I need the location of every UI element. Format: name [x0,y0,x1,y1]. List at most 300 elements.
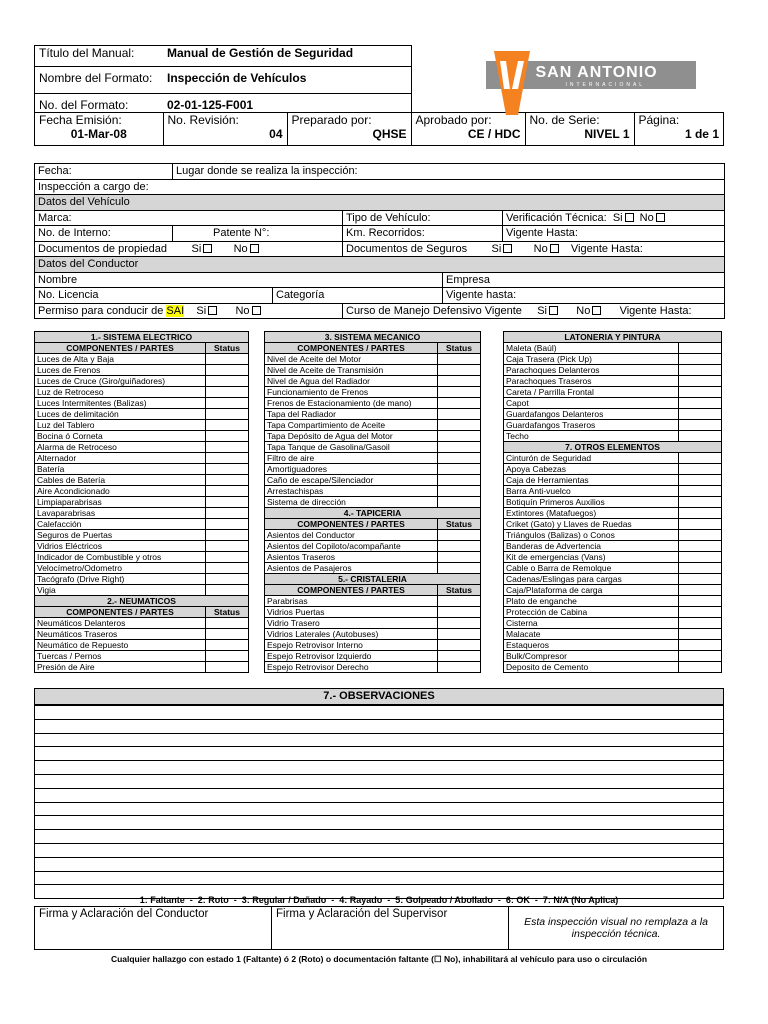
checklist-item-label: Banderas de Advertencia [504,541,679,552]
vigente-hasta-field[interactable]: Vigente hasta: [443,288,725,304]
checklist-status-cell[interactable] [438,453,481,464]
section-title-row [265,574,481,585]
checklist-item-label: Vidrio Trasero [265,618,438,629]
checklist-status-cell[interactable] [438,387,481,398]
observation-line[interactable] [35,747,724,761]
nombre-field[interactable]: Nombre [35,272,443,288]
checklist-status-cell[interactable] [679,464,722,475]
vigente-field[interactable]: Vigente Hasta: [503,226,725,242]
checklist-row [504,343,722,354]
observation-line[interactable] [35,830,724,844]
revision-label: No. Revisión: [167,113,239,127]
checklist-status-cell[interactable] [206,497,249,508]
checklist-row [35,453,249,464]
checklist-status-cell[interactable] [679,387,722,398]
checklist-status-cell[interactable] [679,431,722,442]
observation-line[interactable] [35,719,724,733]
checklist-status-cell[interactable] [438,398,481,409]
docseg-label: Documentos de Seguros [346,242,468,255]
checklist-row [265,420,481,431]
checklist-row [265,552,481,563]
checklist-item-label: Neumático de Repuesto [35,640,206,651]
checklist-status-cell[interactable] [206,486,249,497]
checklist-item-label: Criket (Gato) y Llaves de Ruedas [504,519,679,530]
checklist-status-cell[interactable] [206,409,249,420]
verif-label: Verificación Técnica: [506,211,607,224]
checklist-item-label: Asientos Traseros [265,552,438,563]
checklist-row [265,453,481,464]
checklist-status-cell[interactable] [438,354,481,365]
observation-line[interactable] [35,802,724,816]
checklist-status-cell[interactable] [206,365,249,376]
checklist-row [504,508,722,519]
checklist-item-label: Amortiguadores [265,464,438,475]
checklist-item-label: Luz de Retroceso [35,387,206,398]
observation-line[interactable] [35,816,724,830]
empresa-field[interactable]: Empresa [443,272,725,288]
km-field[interactable]: Km. Recorridos: [343,226,503,242]
si-label: Si [196,304,207,317]
checklist-status-cell[interactable] [206,629,249,640]
checklist-row [35,354,249,365]
checklist-item-label: Indicador de Combustible y otros [35,552,206,563]
status-header: Status [206,343,249,354]
observation-cell[interactable] [35,871,724,885]
checklist-row [504,475,722,486]
checklist-item-label: Cisterna [504,618,679,629]
checklist-row [504,486,722,497]
components-header-row [265,585,481,596]
checklist-status-cell[interactable] [438,420,481,431]
checklist-item-label: Filtro de aire [265,453,438,464]
checklist-item-label: Limpiaparabrisas [35,497,206,508]
checklist-row [265,442,481,453]
docprop-label: Documentos de propiedad [38,242,168,255]
permiso-row[interactable] [35,303,343,319]
checklist-item-label: Cables de Batería [35,475,206,486]
checklist-status-cell[interactable] [438,618,481,629]
checklist-col-latoneria [503,331,722,673]
checklist-status-cell[interactable] [206,398,249,409]
si-checkbox[interactable] [203,244,212,253]
checklist-status-cell[interactable] [679,585,722,596]
checklist-status-cell[interactable] [679,376,722,387]
titulo-label: Título del Manual: [35,46,164,67]
observation-line[interactable] [35,706,724,720]
nombre-label: Nombre del Formato: [35,67,164,94]
checklist-status-cell[interactable] [679,508,722,519]
checklist-status-cell[interactable] [438,431,481,442]
checklist-status-cell[interactable] [679,519,722,530]
section-title: 5.- CRISTALERIA [265,574,481,585]
components-header: COMPONENTES / PARTES [35,607,206,618]
checklist-row [35,387,249,398]
checklist-status-cell[interactable] [206,376,249,387]
no-label: No [639,211,654,224]
no-checkbox[interactable] [592,306,601,315]
checklist-status-cell[interactable] [206,651,249,662]
checklist-status-cell[interactable] [438,596,481,607]
checklist-item-label: Alternador [35,453,206,464]
si-label: Si [537,304,547,317]
checklist-item-label: Sistema de dirección [265,497,438,508]
checklist-row [35,376,249,387]
checklist-status-cell[interactable] [438,607,481,618]
checklist-item-label: Cadenas/Eslingas para cargas [504,574,679,585]
checklist-status-cell[interactable] [206,431,249,442]
licencia-field[interactable]: No. Licencia [35,288,273,304]
fecha-emision-value: 01-Mar-08 [70,127,127,141]
checklist-item-label: Aire Acondicionado [35,486,206,497]
checklist-status-cell[interactable] [206,552,249,563]
checklist-status-cell[interactable] [679,398,722,409]
checklist-item-label: Espejo Retrovisor Derecho [265,662,438,673]
checklist-item-label: Neumáticos Traseros [35,629,206,640]
tipo-vehiculo-field[interactable]: Tipo de Vehículo: [343,210,503,226]
checklist-item-label: Guardafangos Delanteros [504,409,679,420]
checklist-status-cell[interactable] [679,354,722,365]
section-title-row [265,332,481,343]
checklist-row [35,464,249,475]
checklist-status-cell[interactable] [679,640,722,651]
checklist-row [265,640,481,651]
checklist-item-label: Apoya Cabezas [504,464,679,475]
verificacion-field[interactable] [503,210,725,226]
checklist-row [504,596,722,607]
checklist-item-label: Tacógrafo (Drive Right) [35,574,206,585]
checklist-status-cell[interactable] [206,541,249,552]
checklist-row [265,651,481,662]
checklist-row [35,530,249,541]
checklist-row [504,431,722,442]
checklist-status-cell[interactable] [679,365,722,376]
checklist-item-label: Parabrisas [265,596,438,607]
checklist-status-cell[interactable] [206,354,249,365]
observation-cell[interactable] [35,733,724,747]
checklist-row [504,585,722,596]
checklist-status-cell[interactable] [438,530,481,541]
logo-subtext: INTERNACIONAL [565,81,646,88]
categoria-field[interactable]: Categoría [273,288,443,304]
checklist-status-cell[interactable] [679,343,722,354]
checklist-status-cell[interactable] [438,552,481,563]
pagina-value: 1 de 1 [684,127,719,141]
patente-field[interactable]: Patente N°: [173,226,343,242]
checklist-status-cell[interactable] [438,651,481,662]
checklist-row [504,662,722,673]
checklist-item-label: Vidrios Laterales (Autobuses) [265,629,438,640]
checklist-status-cell[interactable] [438,365,481,376]
checklist-status-cell[interactable] [206,508,249,519]
checklist-status-cell[interactable] [206,530,249,541]
checklist-row [35,508,249,519]
observation-cell[interactable] [35,788,724,802]
nota-inspeccion: Esta inspección visual no remplaza a la inspección técnica. [509,907,724,950]
docprop-row[interactable] [35,241,343,257]
checklist-status-cell[interactable] [206,662,249,673]
checklist-row [504,464,722,475]
checklist-status-cell[interactable] [438,563,481,574]
observation-cell[interactable] [35,857,724,871]
checklist-status-cell[interactable] [679,563,722,574]
checklist-col-electrico [34,331,249,673]
checklist-row [35,519,249,530]
checklist-status-cell[interactable] [438,475,481,486]
checklist-status-cell[interactable] [438,464,481,475]
section-title-row [265,508,481,519]
checklist-row [35,651,249,662]
checklist-item-label: Asientos del Conductor [265,530,438,541]
observation-cell[interactable] [35,719,724,733]
checklist-row [265,541,481,552]
checklist-status-cell[interactable] [206,563,249,574]
checklist-item-label: Vidrios Puertas [265,607,438,618]
section-title: LATONERIA Y PINTURA [504,332,722,343]
datos-conductor-heading: Datos del Conductor [35,257,725,273]
nombre-value: Inspección de Vehículos [163,67,411,94]
header-table [34,45,724,146]
company-logo [480,49,700,113]
no-checkbox[interactable] [250,244,259,253]
section-title: 7. OTROS ELEMENTOS [504,442,722,453]
checklist-row [265,376,481,387]
aprobado-value: CE / HDC [467,127,521,141]
checklist-row [35,431,249,442]
checklist-status-cell[interactable] [679,486,722,497]
checklist-status-cell[interactable] [679,475,722,486]
observation-line[interactable] [35,761,724,775]
checklist-status-cell[interactable] [679,409,722,420]
checklist-item-label: Protección de Cabina [504,607,679,618]
vigente-label: Vigente Hasta: [570,242,643,255]
observation-cell[interactable] [35,761,724,775]
observation-cell[interactable] [35,843,724,857]
components-header: COMPONENTES / PARTES [265,585,438,596]
checklist-row [265,409,481,420]
checklist-item-label: Bulk/Compresor [504,651,679,662]
nro-label: No. del Formato: [35,94,164,113]
checklist-status-cell[interactable] [679,552,722,563]
observation-line[interactable] [35,857,724,871]
checklist-row [265,618,481,629]
firma-conductor-box[interactable]: Firma y Aclaración del Conductor [35,907,272,950]
checklist-item-label: Cinturón de Seguridad [504,453,679,464]
checklist-item-label: Luces Intermitentes (Balizas) [35,398,206,409]
checklist-status-cell[interactable] [679,607,722,618]
interno-field[interactable]: No. de Interno: [35,226,173,242]
checklist-status-cell[interactable] [438,442,481,453]
checklist-item-label: Plato de enganche [504,596,679,607]
checklist-row [504,530,722,541]
checklist-row [504,376,722,387]
curso-row[interactable] [343,303,725,319]
checklist-item-label: Espejo Retrovisor Izquierdo [265,651,438,662]
checklist-status-cell[interactable] [206,585,249,596]
checklist-row [35,629,249,640]
checklist-status-cell[interactable] [206,519,249,530]
status-header: Status [206,607,249,618]
checklist-row [265,431,481,442]
checklist-item-label: Neumáticos Delanteros [35,618,206,629]
checklist-item-label: Caja Trasera (Pick Up) [504,354,679,365]
si-checkbox[interactable] [208,306,217,315]
checklist-item-label: Asientos de Pasajeros [265,563,438,574]
checklist-item-label: Luces de Frenos [35,365,206,376]
checklist-item-label: Caja de Herramientas [504,475,679,486]
checklist-status-cell[interactable] [206,640,249,651]
checklist-row [35,574,249,585]
checklist-row [35,662,249,673]
checklist-item-label: Extintores (Matafuegos) [504,508,679,519]
observation-cell[interactable] [35,802,724,816]
checklist-status-cell[interactable] [206,475,249,486]
section-title: 1.- SISTEMA ELECTRICO [35,332,249,343]
components-header-row [35,607,249,618]
checklist-row [265,398,481,409]
checklist-item-label: Espejo Retrovisor Interno [265,640,438,651]
checklist-item-label: Kit de emergencias (Vans) [504,552,679,563]
no-checkbox[interactable] [252,306,261,315]
checklist-status-cell[interactable] [438,541,481,552]
checklist-status-cell[interactable] [679,618,722,629]
checklist-row [265,354,481,365]
observation-cell[interactable] [35,830,724,844]
checklist-item-label: Frenos de Estacionamiento (de mano) [265,398,438,409]
checklist-status-cell[interactable] [679,662,722,673]
lugar-field[interactable]: Lugar donde se realiza la inspección: [173,164,725,180]
checklist-status-cell[interactable] [679,453,722,464]
checklist-item-label: Tapa Compartimiento de Aceite [265,420,438,431]
checklist-row [35,409,249,420]
checklist-row [265,475,481,486]
observation-cell[interactable] [35,816,724,830]
checklist-status-cell[interactable] [679,596,722,607]
checklist-row [265,387,481,398]
checklist-item-label: Botiquín Primeros Auxilios [504,497,679,508]
firma-supervisor-box[interactable]: Firma y Aclaración del Supervisor [272,907,509,950]
checklist-row [35,475,249,486]
checklist-status-cell[interactable] [679,541,722,552]
observation-cell[interactable] [35,747,724,761]
checklist-row [504,453,722,464]
checklist-item-label: Lavaparabrisas [35,508,206,519]
checklist-status-cell[interactable] [438,409,481,420]
checklist-status-cell[interactable] [438,486,481,497]
checklist-status-cell[interactable] [206,453,249,464]
checklist-row [504,607,722,618]
revision-value: 04 [269,127,283,141]
checklist-item-label: Cable o Barra de Remolque [504,563,679,574]
checklist-row [35,552,249,563]
checklist-status-cell[interactable] [438,629,481,640]
checklist-status-cell[interactable] [206,442,249,453]
checklist-status-cell[interactable] [679,651,722,662]
checklist-status-cell[interactable] [438,497,481,508]
checklist-item-label: Luces de Cruce (Giro/guiñadores) [35,376,206,387]
checklist-row [35,563,249,574]
checklist-item-label: Velocímetro/Odometro [35,563,206,574]
checklist-status-cell[interactable] [438,640,481,651]
serie-label: No. de Serie: [529,113,600,127]
observation-cell[interactable] [35,706,724,720]
status-header: Status [438,585,481,596]
checklist-status-cell[interactable] [206,574,249,585]
fecha-field[interactable]: Fecha: [35,164,173,180]
observaciones-lines[interactable] [34,705,724,899]
checklist-item-label: Tuercas / Pernos [35,651,206,662]
no-checkbox[interactable] [550,244,559,253]
cargo-field[interactable]: Inspección a cargo de: [35,179,725,195]
observation-line[interactable] [35,788,724,802]
checklist-item-label: Batería [35,464,206,475]
si-checkbox[interactable] [549,306,558,315]
checklist-row [265,486,481,497]
checklist-status-cell[interactable] [206,618,249,629]
checklist-row [265,629,481,640]
checklist-row [504,354,722,365]
datos-vehiculo-heading: Datos del Vehículo [35,195,725,211]
checklist-status-cell[interactable] [679,629,722,640]
observation-line[interactable] [35,733,724,747]
no-checkbox[interactable] [656,213,665,222]
checklist-row [265,464,481,475]
section-title-row [35,332,249,343]
marca-field[interactable]: Marca: [35,210,343,226]
checklist-item-label: Nivel de Agua del Radiador [265,376,438,387]
docseg-row[interactable] [343,241,725,257]
section-title: 3. SISTEMA MECANICO [265,332,481,343]
checklist-item-label: Maleta (Baúl) [504,343,679,354]
checklist-item-label: Presión de Aire [35,662,206,673]
permiso-label: Permiso para conducir de [38,304,167,317]
si-label: Si [191,242,202,255]
observation-line[interactable] [35,774,724,788]
pagina-label: Página: [638,113,680,127]
checklist-status-cell[interactable] [679,420,722,431]
checklist-item-label: Seguros de Puertas [35,530,206,541]
checklist-status-cell[interactable] [438,662,481,673]
observation-cell[interactable] [35,774,724,788]
checklist-row [265,563,481,574]
components-header: COMPONENTES / PARTES [265,519,438,530]
checklist-row [265,497,481,508]
si-checkbox[interactable] [625,213,634,222]
checklist-row [504,640,722,651]
preparado-value: QHSE [372,127,407,141]
checklist-status-cell[interactable] [679,497,722,508]
checklist-item-label: Deposito de Cemento [504,662,679,673]
no-label: No [576,304,591,317]
checklist-status-cell[interactable] [438,376,481,387]
signature-table [34,906,724,950]
checklist-row [504,541,722,552]
curso-label: Curso de Manejo Defensivo Vigente [346,304,522,317]
components-header: COMPONENTES / PARTES [265,343,438,354]
si-checkbox[interactable] [503,244,512,253]
checklist-status-cell[interactable] [679,574,722,585]
checklist-status-cell[interactable] [206,387,249,398]
checklist-item-label: Bocina ó Corneta [35,431,206,442]
checklist-item-label: Techo [504,431,679,442]
checklist-item-label: Luces de delimitación [35,409,206,420]
observation-line[interactable] [35,843,724,857]
logo-text: SAN ANTONIO [535,63,658,81]
checklist-status-cell[interactable] [206,420,249,431]
observation-line[interactable] [35,871,724,885]
checklist-status-cell[interactable] [679,530,722,541]
checklist-row [504,651,722,662]
checklist-status-cell[interactable] [206,464,249,475]
